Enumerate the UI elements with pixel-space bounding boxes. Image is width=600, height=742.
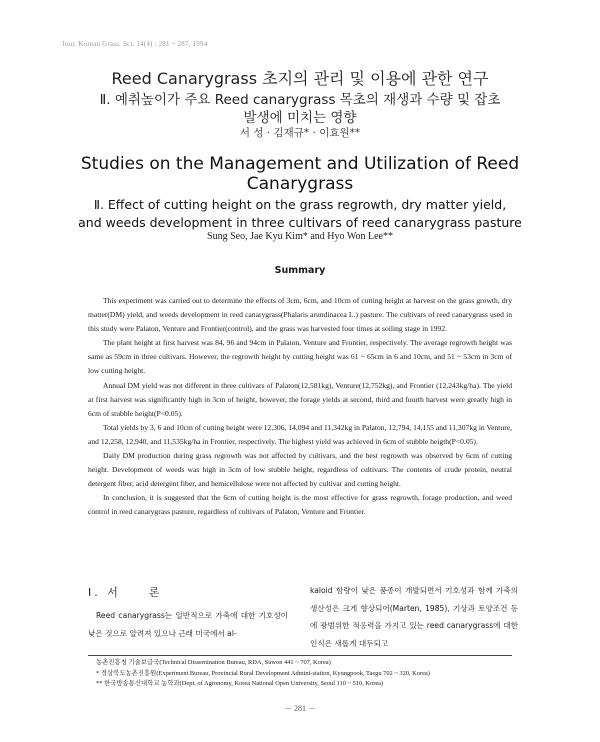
page-number: － 281 － [284,704,316,713]
korean-title-line2: Ⅱ. 예취높이가 주요 Reed canarygrass 목초의 재생과 수량 및 잡초 [99,92,501,108]
korean-title-line3: 발생에 미치는 영향 [243,110,357,126]
summary-paragraph-6: In conclusion, it is suggested that the 6cm of cutting height is the most effective for grass regrowth, forage production, and weed control in reed canarygrass pasture, regardless of cultivars of Palaton, Venture and Frontier. [88,493,512,517]
english-subtitle-line2: and weeds development in three cultivars of reed canarygrass pasture [78,215,522,230]
english-title-line2: Canarygrass [246,174,354,194]
english-subtitle-line1: Ⅱ. Effect of cutting height on the grass regrowth, dry matter yield, [93,197,507,212]
summary-paragraph-5: Daily DM production during grass regrowth was not affected by cultivars, and the best regrowth was observed by 6cm of cutting height. Development of weeds was high in 3cm of low stubble height, regardless of cultivars. The contents of crude protein, neutral detergent fiber, acid detergent fiber, and hemicellulose were not affected by cultivar and cutting height. [88,451,512,489]
footnotes [96,658,526,690]
english-title-line1: Studies on the Management and Utilization of Reed [80,154,520,174]
footnote-1: 농촌진흥청 기술보급국(Technical Dissemination Bureau, RDA, Suwon 441 ~ 707, Korea) [96,659,331,666]
summary-heading: Summary [274,265,326,276]
summary-body [88,294,512,520]
intro-heading: Ⅰ. 서 론 [88,586,163,599]
intro-left-text: Reed canarygrass는 일반적으로 가축에 대한 기호성이 낮은 것으로 알려져 있으나 근래 미국에서 al- [88,611,288,638]
korean-authors: 서 성 · 김재규* · 이효원** [239,127,361,139]
summary-paragraph-1: This experiment was carried out to determine the effects of 3cm, 6cm, and 10cm of cutting height at harvest on the grass growth, dry matter(DM) yield, and weeds development in reed canarygrass(Phalaris arundinacea L.) pasture. The cultivars of reed canarygrass used in this study were Palaton, Venture and Frontier(control), and the grass was harvested four times at soiling stage in 1992. [88,296,512,334]
english-authors: Sung Seo, Jae Kyu Kim* and Hyo Won Lee** [207,231,393,242]
footnote-divider [88,655,512,656]
intro-right-text: kaloid 함량이 낮은 품종이 개발되면서 기호성과 함께 가축의 생산성은 크게 향상되어(Marten, 1985), 기상과 토양조건 등에 광범위한 적응력을 가지고 있는 reed canarygrass에 대한 인식은 새롭게 대두되고 [310,586,518,648]
intro-right-column [310,582,518,652]
footnote-3: ** 한국방송통신대학교 농학과(Dept. of Agronomy, Korea National Open University, Seoul 110 ~ 510, Korea) [96,680,384,688]
footnote-2: * 경상북도농촌진흥원(Experiment Bureau, Provincial Rural Development Admini-station, Kyungpook, Taegu 702 ~ 320, Korea) [96,669,430,677]
korean-title-line1: Reed Canarygrass 초지의 관리 및 이용에 관한 연구 [111,69,489,88]
summary-paragraph-4: Total yields by 3, 6 and 10cm of cutting height were 12,306, 14,094 and 11,342kg in Palaton, 12,794, 14,155 and 11,307kg in Venture, and 12,258, 12,940, and 11,535kg/ha in Frontier, respectively. The highest yield was achieved in 6cm of stubble heigth(P<0.05). [88,422,512,446]
running-head: Jour. Korean Grass. Sci. 14(4) : 281 ~ 287, 1994 [62,40,208,48]
summary-paragraph-3: Annual DM yield was not different in three cultivars of Palaton(12,581kg), Venture(12,752kg), and Frontier (12,243kg/ha). The yield at first harvest was significantly high in 3cm of height, however, the forage yields at second, third and fourth harvest were greatly high in 6cm of stubble height(P<0.05). [88,380,512,418]
intro-left-column [88,582,288,642]
summary-paragraph-2: The plant height at first harvest was 84, 96 and 94cm in Palaton, Venture and Frontier, respectively. The average regrowth height was same as 59cm in three cultivars. However, the regrowth height by cutting height was 61 ~ 65cm in 6 and 10cm, and 51 ~ 53cm in 3cm of low cutting height. [88,338,512,376]
